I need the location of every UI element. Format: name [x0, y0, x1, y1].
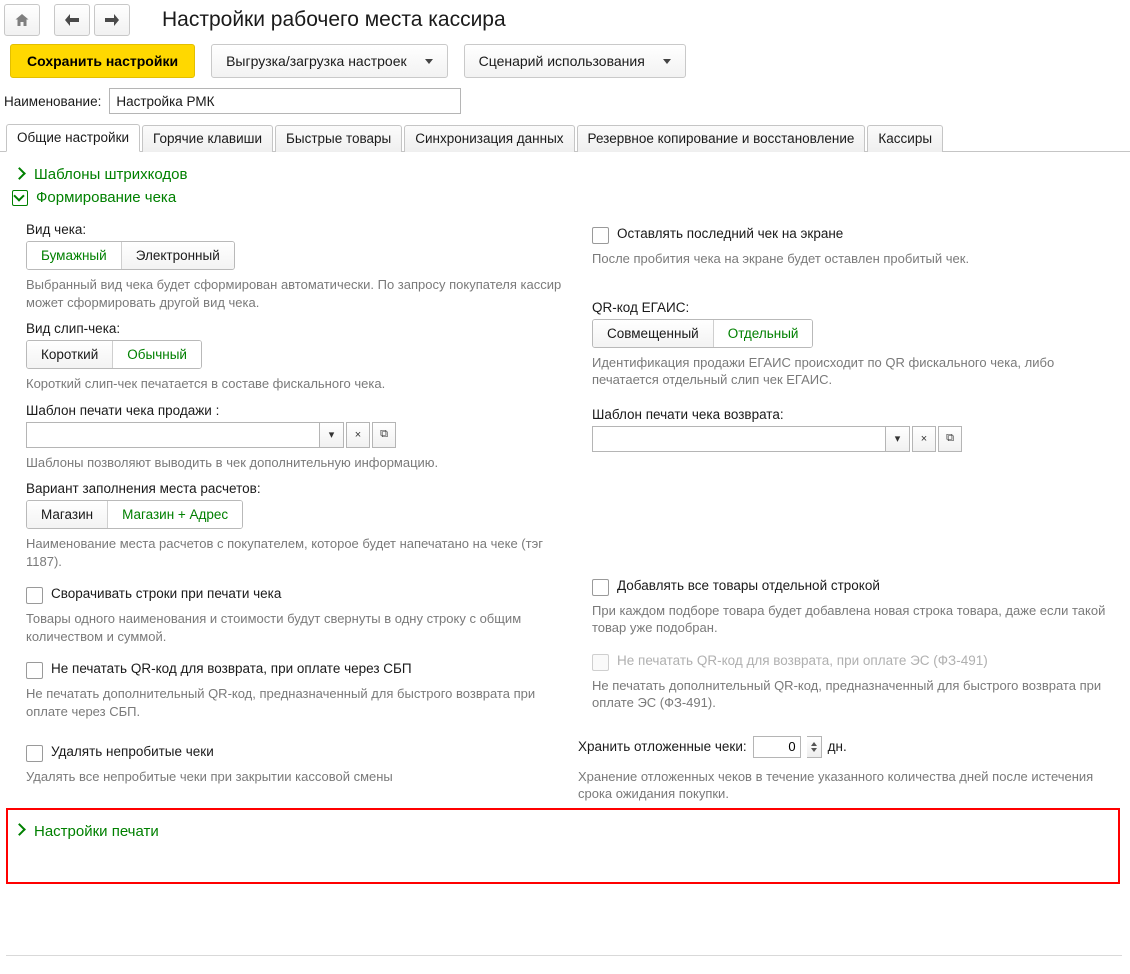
- no-qr-sbp-checkbox[interactable]: [26, 662, 43, 679]
- payment-place-switch[interactable]: [26, 500, 243, 529]
- settings-content: [0, 152, 1130, 840]
- section-print-settings-label: Настройки печати: [34, 822, 159, 840]
- no-qr-es-hint: Не печатать дополнительный QR-код, предназначенный для быстрого возврата при оплате ЭС (ФЗ-491).: [592, 677, 1102, 711]
- no-qr-es-label: Не печатать QR-код для возврата, при оплате ЭС (ФЗ-491): [617, 652, 988, 668]
- section-receipt-forming[interactable]: [12, 189, 1130, 206]
- page-title: Настройки рабочего места кассира: [162, 8, 506, 31]
- receipt-type-hint: Выбранный вид чека будет сформирован автоматически. По запросу покупателя кассир может сформировать другой вид чека.: [26, 277, 562, 310]
- no-qr-sbp-row[interactable]: [26, 661, 578, 679]
- left-column: [12, 212, 578, 805]
- two-column-layout: [12, 212, 1130, 805]
- receipt-type-label: Вид чека:: [26, 222, 87, 237]
- store-deferred-label: Хранить отложенные чеки:: [578, 739, 747, 755]
- return-template-open-button[interactable]: ⧉: [938, 426, 962, 452]
- collapse-rows-hint: Товары одного наименования и стоимости будут свернуты в одну строку с общим количеством и суммой.: [26, 611, 522, 644]
- home-button[interactable]: [4, 4, 40, 36]
- return-template-dropdown-button[interactable]: ▾: [886, 426, 910, 452]
- chevron-right-icon: [12, 824, 26, 838]
- chevron-down-icon: [425, 59, 433, 64]
- arrow-right-icon: [103, 13, 121, 27]
- add-all-goods-hint: При каждом подборе товара будет добавлена новая строка товара, даже если такой товар уже подобран.: [592, 602, 1106, 636]
- usage-scenario-label: Сценарий использования: [478, 53, 645, 69]
- no-qr-sbp-hint: Не печатать дополнительный QR-код, предназначенный для быстрого возврата при оплате через СБП.: [26, 686, 536, 719]
- command-bar: [0, 38, 1130, 84]
- name-label: Наименование:: [4, 93, 102, 109]
- keep-last-receipt-row[interactable]: [592, 226, 1123, 244]
- home-icon: [14, 12, 30, 28]
- egais-qr-hint: Идентификация продажи ЕГАИС происходит по QR фискального чека, либо печатается отдельный слип чек ЕГАИС.: [592, 354, 1055, 388]
- chevron-down-icon: [12, 190, 28, 206]
- tab-backup[interactable]: Резервное копирование и восстановление: [577, 125, 866, 152]
- tab-bar: [0, 122, 1130, 152]
- name-row: [0, 84, 1130, 122]
- delete-unprinted-checkbox[interactable]: [26, 745, 43, 762]
- egais-qr-switch[interactable]: [592, 319, 813, 348]
- section-receipt-forming-label: Формирование чека: [36, 189, 177, 206]
- store-deferred-unit: дн.: [827, 739, 847, 755]
- return-template-field-row: [592, 426, 1123, 452]
- sale-template-input[interactable]: [26, 422, 320, 448]
- right-column: [578, 212, 1123, 805]
- return-template-input[interactable]: [592, 426, 886, 452]
- return-template-clear-button[interactable]: ×: [912, 426, 936, 452]
- delete-unprinted-label: Удалять непробитые чеки: [51, 744, 214, 760]
- collapse-rows-checkbox[interactable]: [26, 587, 43, 604]
- chevron-down-icon: [663, 59, 671, 64]
- tab-quick-goods[interactable]: Быстрые товары: [275, 125, 402, 152]
- receipt-type-switch[interactable]: [26, 241, 235, 270]
- save-settings-button[interactable]: Сохранить настройки: [10, 44, 195, 78]
- add-all-goods-row[interactable]: [592, 578, 1123, 596]
- slip-type-option-normal[interactable]: Обычный: [113, 341, 201, 368]
- store-deferred-input[interactable]: [753, 736, 801, 758]
- footer-divider: [6, 955, 1122, 956]
- keep-last-receipt-label: Оставлять последний чек на экране: [617, 226, 844, 241]
- section-barcode-templates[interactable]: [12, 166, 1130, 183]
- sale-template-dropdown-button[interactable]: ▾: [320, 422, 344, 448]
- tab-data-sync[interactable]: Синхронизация данных: [404, 125, 574, 152]
- sale-template-label: Шаблон печати чека продажи :: [26, 402, 220, 418]
- receipt-type-option-electronic[interactable]: Электронный: [122, 242, 234, 269]
- export-import-settings-button[interactable]: [211, 44, 448, 78]
- sale-template-hint: Шаблоны позволяют выводить в чек дополнительную информацию.: [26, 454, 439, 470]
- stepper-down-icon: [811, 748, 817, 752]
- payment-place-label: Вариант заполнения места расчетов:: [26, 481, 261, 497]
- slip-type-label: Вид слип-чека:: [26, 321, 121, 337]
- window-titlebar: [0, 0, 1130, 38]
- export-import-settings-label: Выгрузка/загрузка настроек: [226, 53, 407, 69]
- store-deferred-stepper[interactable]: [807, 736, 822, 758]
- delete-unprinted-row[interactable]: [26, 744, 578, 762]
- delete-unprinted-hint: Удалять все непробитые чеки при закрытии кассовой смены: [26, 769, 393, 785]
- egais-qr-option-separate[interactable]: Отдельный: [714, 320, 813, 347]
- add-all-goods-checkbox[interactable]: [592, 579, 609, 596]
- section-print-settings-wrap: [12, 823, 1130, 840]
- stepper-up-icon: [811, 742, 817, 746]
- no-qr-sbp-label: Не печатать QR-код для возврата, при оплате через СБП: [51, 661, 412, 677]
- sale-template-clear-button[interactable]: ×: [346, 422, 370, 448]
- payment-place-option-store[interactable]: Магазин: [27, 501, 108, 528]
- sale-template-field-row: [26, 422, 578, 448]
- delete-unprinted-block: [12, 744, 578, 786]
- forward-button[interactable]: [94, 4, 130, 36]
- store-deferred-hint: Хранение отложенных чеков в течение указанного количества дней после истечения срока ожидания покупки.: [578, 768, 1094, 802]
- no-qr-es-row[interactable]: [592, 653, 1123, 671]
- egais-qr-label: QR-код ЕГАИС:: [592, 299, 690, 315]
- store-deferred-block: [578, 736, 1123, 803]
- slip-type-hint: Короткий слип-чек печатается в составе фискального чека.: [26, 376, 386, 392]
- chevron-right-icon: [12, 168, 26, 182]
- slip-type-switch[interactable]: [26, 340, 202, 369]
- egais-qr-option-combined[interactable]: Совмещенный: [593, 320, 714, 347]
- section-print-settings[interactable]: [12, 823, 1130, 840]
- sale-template-open-button[interactable]: ⧉: [372, 422, 396, 448]
- return-template-label: Шаблон печати чека возврата:: [592, 406, 784, 422]
- back-button[interactable]: [54, 4, 90, 36]
- tab-cashiers[interactable]: Кассиры: [867, 125, 943, 152]
- payment-place-hint: Наименование места расчетов с покупателем, которое будет напечатано на чеке (тэг 1187).: [26, 536, 543, 569]
- arrow-left-icon: [63, 13, 81, 27]
- add-all-goods-label: Добавлять все товары отдельной строкой: [617, 577, 880, 593]
- keep-last-receipt-checkbox[interactable]: [592, 227, 609, 244]
- no-qr-es-checkbox[interactable]: [592, 654, 609, 671]
- receipt-type-option-paper[interactable]: Бумажный: [27, 242, 122, 269]
- payment-place-option-store-address[interactable]: Магазин + Адрес: [108, 501, 242, 528]
- collapse-rows-row[interactable]: [26, 586, 578, 604]
- keep-last-receipt-hint: После пробития чека на экране будет оставлен пробитый чек.: [592, 251, 970, 266]
- collapse-rows-label: Сворачивать строки при печати чека: [51, 586, 282, 602]
- slip-type-option-short[interactable]: Короткий: [27, 341, 113, 368]
- section-barcode-templates-label: Шаблоны штрихкодов: [34, 166, 188, 183]
- tab-hotkeys[interactable]: Горячие клавиши: [142, 125, 273, 152]
- tab-general[interactable]: Общие настройки: [6, 124, 140, 152]
- store-deferred-row: [578, 736, 1123, 758]
- usage-scenario-button[interactable]: [464, 44, 686, 78]
- name-input[interactable]: [109, 88, 461, 114]
